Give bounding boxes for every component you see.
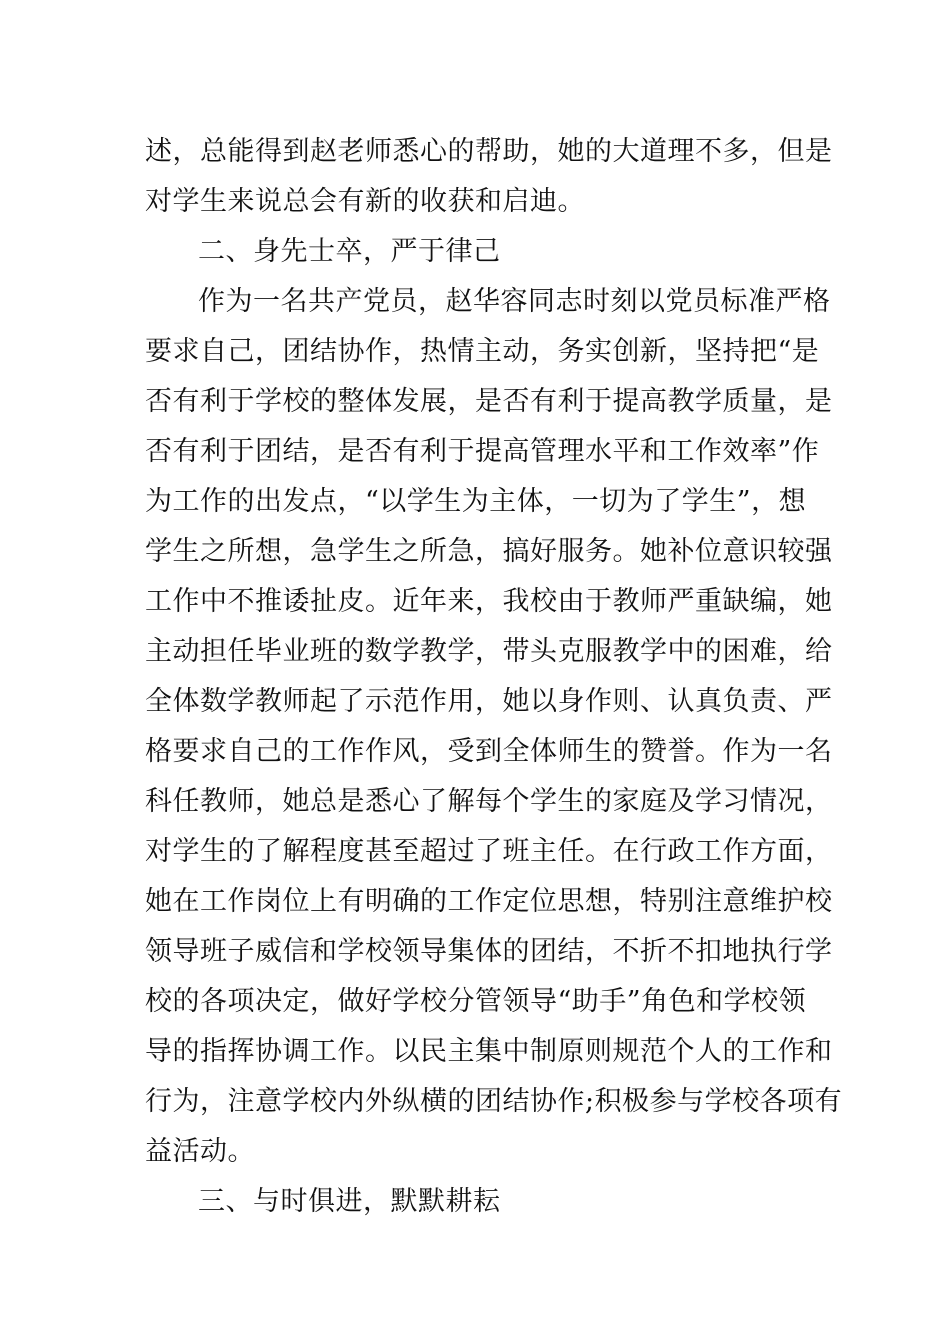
paragraph-line: 她在工作岗位上有明确的工作定位思想，特别注意维护校 — [145, 886, 833, 917]
paragraph-line: 行为，注意学校内外纵横的团结协作;积极参与学校各项有 — [145, 1086, 843, 1117]
paragraph-line: 否有利于学校的整体发展，是否有利于提高教学质量，是 — [145, 386, 833, 417]
paragraph-line: 格要求自己的工作作风，受到全体师生的赞誉。作为一名 — [145, 736, 833, 767]
paragraph-line: 为工作的出发点，“以学生为主体，一切为了学生”，想 — [145, 486, 807, 517]
paragraph-line: 主动担任毕业班的数学教学，带头克服教学中的困难，给 — [145, 636, 833, 667]
section-heading: 二、身先士卒，严于律己 — [198, 236, 501, 267]
paragraph-line: 对学生来说总会有新的收获和启迪。 — [145, 186, 585, 217]
paragraph-line: 科任教师，她总是悉心了解每个学生的家庭及学习情况， — [145, 786, 833, 817]
paragraph-line: 全体数学教师起了示范作用，她以身作则、认真负责、严 — [145, 686, 833, 717]
paragraph-line: 对学生的了解程度甚至超过了班主任。在行政工作方面， — [145, 836, 833, 867]
paragraph-line: 工作中不推诿扯皮。近年来，我校由于教师严重缺编，她 — [145, 586, 833, 617]
paragraph-line: 述，总能得到赵老师悉心的帮助，她的大道理不多，但是 — [145, 136, 833, 167]
paragraph-line: 否有利于团结，是否有利于提高管理水平和工作效率”作 — [145, 436, 820, 467]
paragraph-line: 学生之所想，急学生之所急，搞好服务。她补位意识较强 — [145, 536, 833, 567]
paragraph-line: 作为一名共产党员，赵华容同志时刻以党员标准严格 — [198, 286, 831, 317]
paragraph-line: 要求自己，团结协作，热情主动，务实创新，坚持把“是 — [145, 336, 820, 367]
paragraph-line: 校的各项决定，做好学校分管领导“助手”角色和学校领 — [145, 986, 807, 1017]
paragraph-line: 益活动。 — [145, 1136, 255, 1167]
section-heading: 三、与时俱进，默默耕耘 — [198, 1186, 501, 1217]
paragraph-line: 导的指挥协调工作。以民主集中制原则规范个人的工作和 — [145, 1036, 833, 1067]
paragraph-line: 领导班子威信和学校领导集体的团结，不折不扣地执行学 — [145, 936, 833, 967]
